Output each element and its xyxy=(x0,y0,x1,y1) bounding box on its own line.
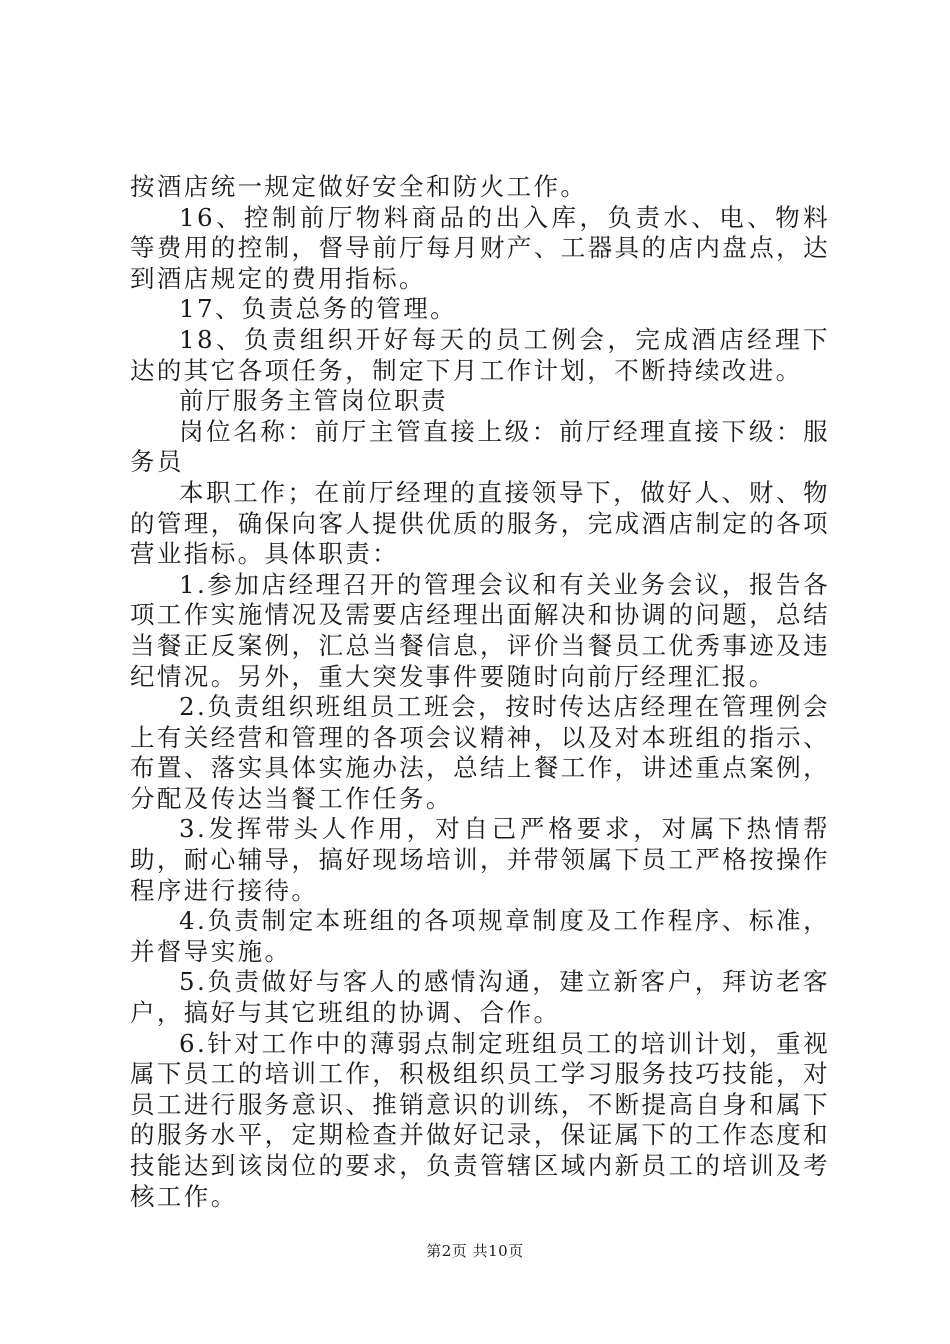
paragraph-duty-2: 2.负责组织班组员工班会，按时传达店经理在管理例会上有关经营和管理的各项会议精神，以及对本班组的指示、布置、落实具体实施办法，总结上餐工作，讲述重点案例，分配及传达当餐工作任务。 xyxy=(130,692,830,813)
paragraph-item-17: 17、负责总务的管理。 xyxy=(179,294,458,324)
page-number-label: 第2页 共10页 xyxy=(426,1242,524,1260)
paragraph-item-16: 16、控制前厅物料商品的出入库，负责水、电、物料等费用的控制，督导前厅每月财产、工器具的店内盘点，达到酒店规定的费用指标。 xyxy=(130,202,830,293)
paragraph-duty-6: 6.针对工作中的薄弱点制定班组员工的培训计划，重视属下员工的培训工作，积极组织员工学习服务技巧技能，对员工进行服务意识、推销意识的训练，不断提高自身和属下的服务水平，定期检查并做好记录，保证属下的工作态度和技能达到该岗位的要求，负责管辖区域内新员工的培训及考核工作。 xyxy=(130,1028,830,1211)
section-heading: 前厅服务主管岗位职责 xyxy=(179,386,448,416)
paragraph-job-description: 本职工作；在前厅经理的直接领导下，做好人、财、物的管理，确保向客人提供优质的服务，完成酒店制定的各项营业指标。具体职责： xyxy=(130,477,830,569)
paragraph-duty-5: 5.负责做好与客人的感情沟通，建立新客户，拜访老客户，搞好与其它班组的协调、合作。 xyxy=(130,967,830,1028)
paragraph-continuation: 按酒店统一规定做好安全和防火工作。 xyxy=(130,172,588,201)
paragraph-item-18: 18、负责组织开好每天的员工例会，完成酒店经理下达的其它各项任务，制定下月工作计划，不断持续改进。 xyxy=(130,324,830,385)
paragraph-duty-4: 4.负责制定本班组的各项规章制度及工作程序、标准，并督导实施。 xyxy=(130,906,830,966)
paragraph-duty-1: 1.参加店经理召开的管理会议和有关业务会议，报告各项工作实施情况及需要店经理出面解决和协调的问题，总结当餐正反案例，汇总当餐信息，评价当餐员工优秀事迹及违纪情况。另外，重大突发事件要随时向前厅经理汇报。 xyxy=(130,569,830,691)
paragraph-position-info: 岗位名称：前厅主管直接上级：前厅经理直接下级：服务员 xyxy=(130,416,830,477)
document-body xyxy=(130,172,830,1212)
paragraph-duty-3: 3.发挥带头人作用，对自己严格要求，对属下热情帮助，耐心辅导，搞好现场培训，并带领属下员工严格按操作程序进行接待。 xyxy=(130,814,830,905)
page-footer xyxy=(0,1241,950,1261)
